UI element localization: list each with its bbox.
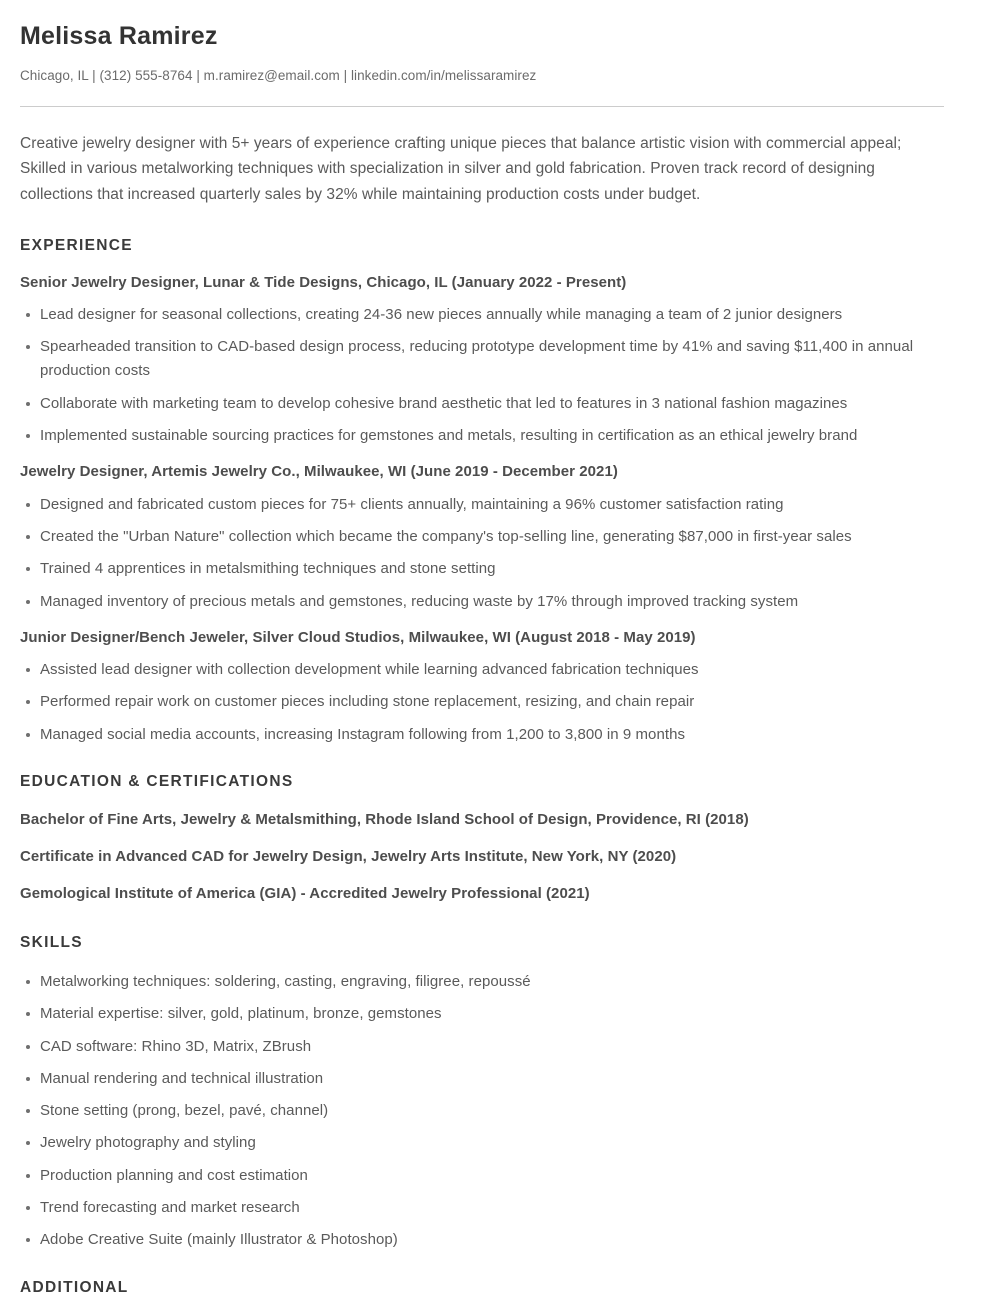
job-bullet: Performed repair work on customer pieces including stone replacement, resizing, and chain repair (20, 690, 940, 714)
experience-entry (20, 273, 967, 449)
skills-list (20, 970, 967, 1253)
section-heading-additional: ADDITIONAL (20, 1278, 129, 1296)
experience-entry (20, 462, 967, 613)
skill-item: Manual rendering and technical illustration (20, 1067, 940, 1091)
job-bullet: Collaborate with marketing team to develop cohesive brand aesthetic that led to features in 3 national fashion magazines (20, 392, 940, 416)
job-bullet: Spearheaded transition to CAD-based design process, reducing prototype development time by 41% and saving $11,400 in annual production costs (20, 335, 940, 384)
section-skills (20, 934, 967, 1253)
candidate-name: Melissa Ramirez (20, 22, 218, 50)
job-bullet-list (20, 658, 967, 747)
skill-item: Metalworking techniques: soldering, casting, engraving, filigree, repoussé (20, 970, 940, 994)
section-heading-skills: SKILLS (20, 933, 83, 951)
job-bullet: Implemented sustainable sourcing practices for gemstones and metals, resulting in certification as an ethical jewelry brand (20, 424, 940, 448)
job-bullet: Managed social media accounts, increasing Instagram following from 1,200 to 3,800 in 9 months (20, 723, 940, 747)
job-bullet: Managed inventory of precious metals and gemstones, reducing waste by 17% through improved tracking system (20, 590, 940, 614)
job-title: Jewelry Designer, Artemis Jewelry Co., Milwaukee, WI (June 2019 - December 2021) (20, 463, 618, 481)
section-additional (20, 1279, 967, 1297)
job-bullet: Assisted lead designer with collection development while learning advanced fabrication techniques (20, 658, 940, 682)
skill-item: Adobe Creative Suite (mainly Illustrator & Photoshop) (20, 1228, 940, 1252)
job-title: Junior Designer/Bench Jeweler, Silver Cloud Studios, Milwaukee, WI (August 2018 - May 2019) (20, 628, 696, 646)
job-bullet: Trained 4 apprentices in metalsmithing techniques and stone setting (20, 557, 940, 581)
skill-item: Jewelry photography and styling (20, 1131, 940, 1155)
education-entry: Certificate in Advanced CAD for Jewelry Design, Jewelry Arts Institute, New York, NY (2020) (20, 847, 677, 865)
contact-line: Chicago, IL | (312) 555-8764 | m.ramirez@email.com | linkedin.com/in/melissaramirez (20, 67, 537, 83)
skill-item: Material expertise: silver, gold, platinum, bronze, gemstones (20, 1002, 940, 1026)
job-bullet-list (20, 303, 967, 448)
skill-item: Stone setting (prong, bezel, pavé, channel) (20, 1099, 940, 1123)
section-heading-education: EDUCATION & CERTIFICATIONS (20, 772, 294, 790)
skill-item: Trend forecasting and market research (20, 1196, 940, 1220)
skill-item: Production planning and cost estimation (20, 1164, 940, 1188)
professional-summary: Creative jewelry designer with 5+ years of experience crafting unique pieces that balance artistic vision with commercial appeal; Skilled in various metalworking techniques with specialization in silver and gold fabrication. Proven track record of designing collections that increased quarterly sales by 32% while maintaining production costs under budget. (20, 135, 902, 203)
experience-entry (20, 628, 967, 747)
section-education (20, 773, 967, 904)
section-heading-experience: EXPERIENCE (20, 236, 133, 254)
job-bullet: Created the "Urban Nature" collection which became the company's top-selling line, generating $87,000 in first-year sales (20, 525, 940, 549)
job-title: Senior Jewelry Designer, Lunar & Tide Designs, Chicago, IL (January 2022 - Present) (20, 273, 627, 291)
job-bullet: Designed and fabricated custom pieces for 75+ clients annually, maintaining a 96% customer satisfaction rating (20, 493, 940, 517)
header-divider (20, 106, 944, 107)
skill-item: CAD software: Rhino 3D, Matrix, ZBrush (20, 1035, 940, 1059)
education-entry: Gemological Institute of America (GIA) - Accredited Jewelry Professional (2021) (20, 884, 590, 902)
job-bullet-list (20, 493, 967, 614)
section-experience (20, 237, 967, 747)
education-entry: Bachelor of Fine Arts, Jewelry & Metalsmithing, Rhode Island School of Design, Providence, RI (2018) (20, 810, 749, 828)
job-bullet: Lead designer for seasonal collections, creating 24-36 new pieces annually while managing a team of 2 junior designers (20, 303, 940, 327)
